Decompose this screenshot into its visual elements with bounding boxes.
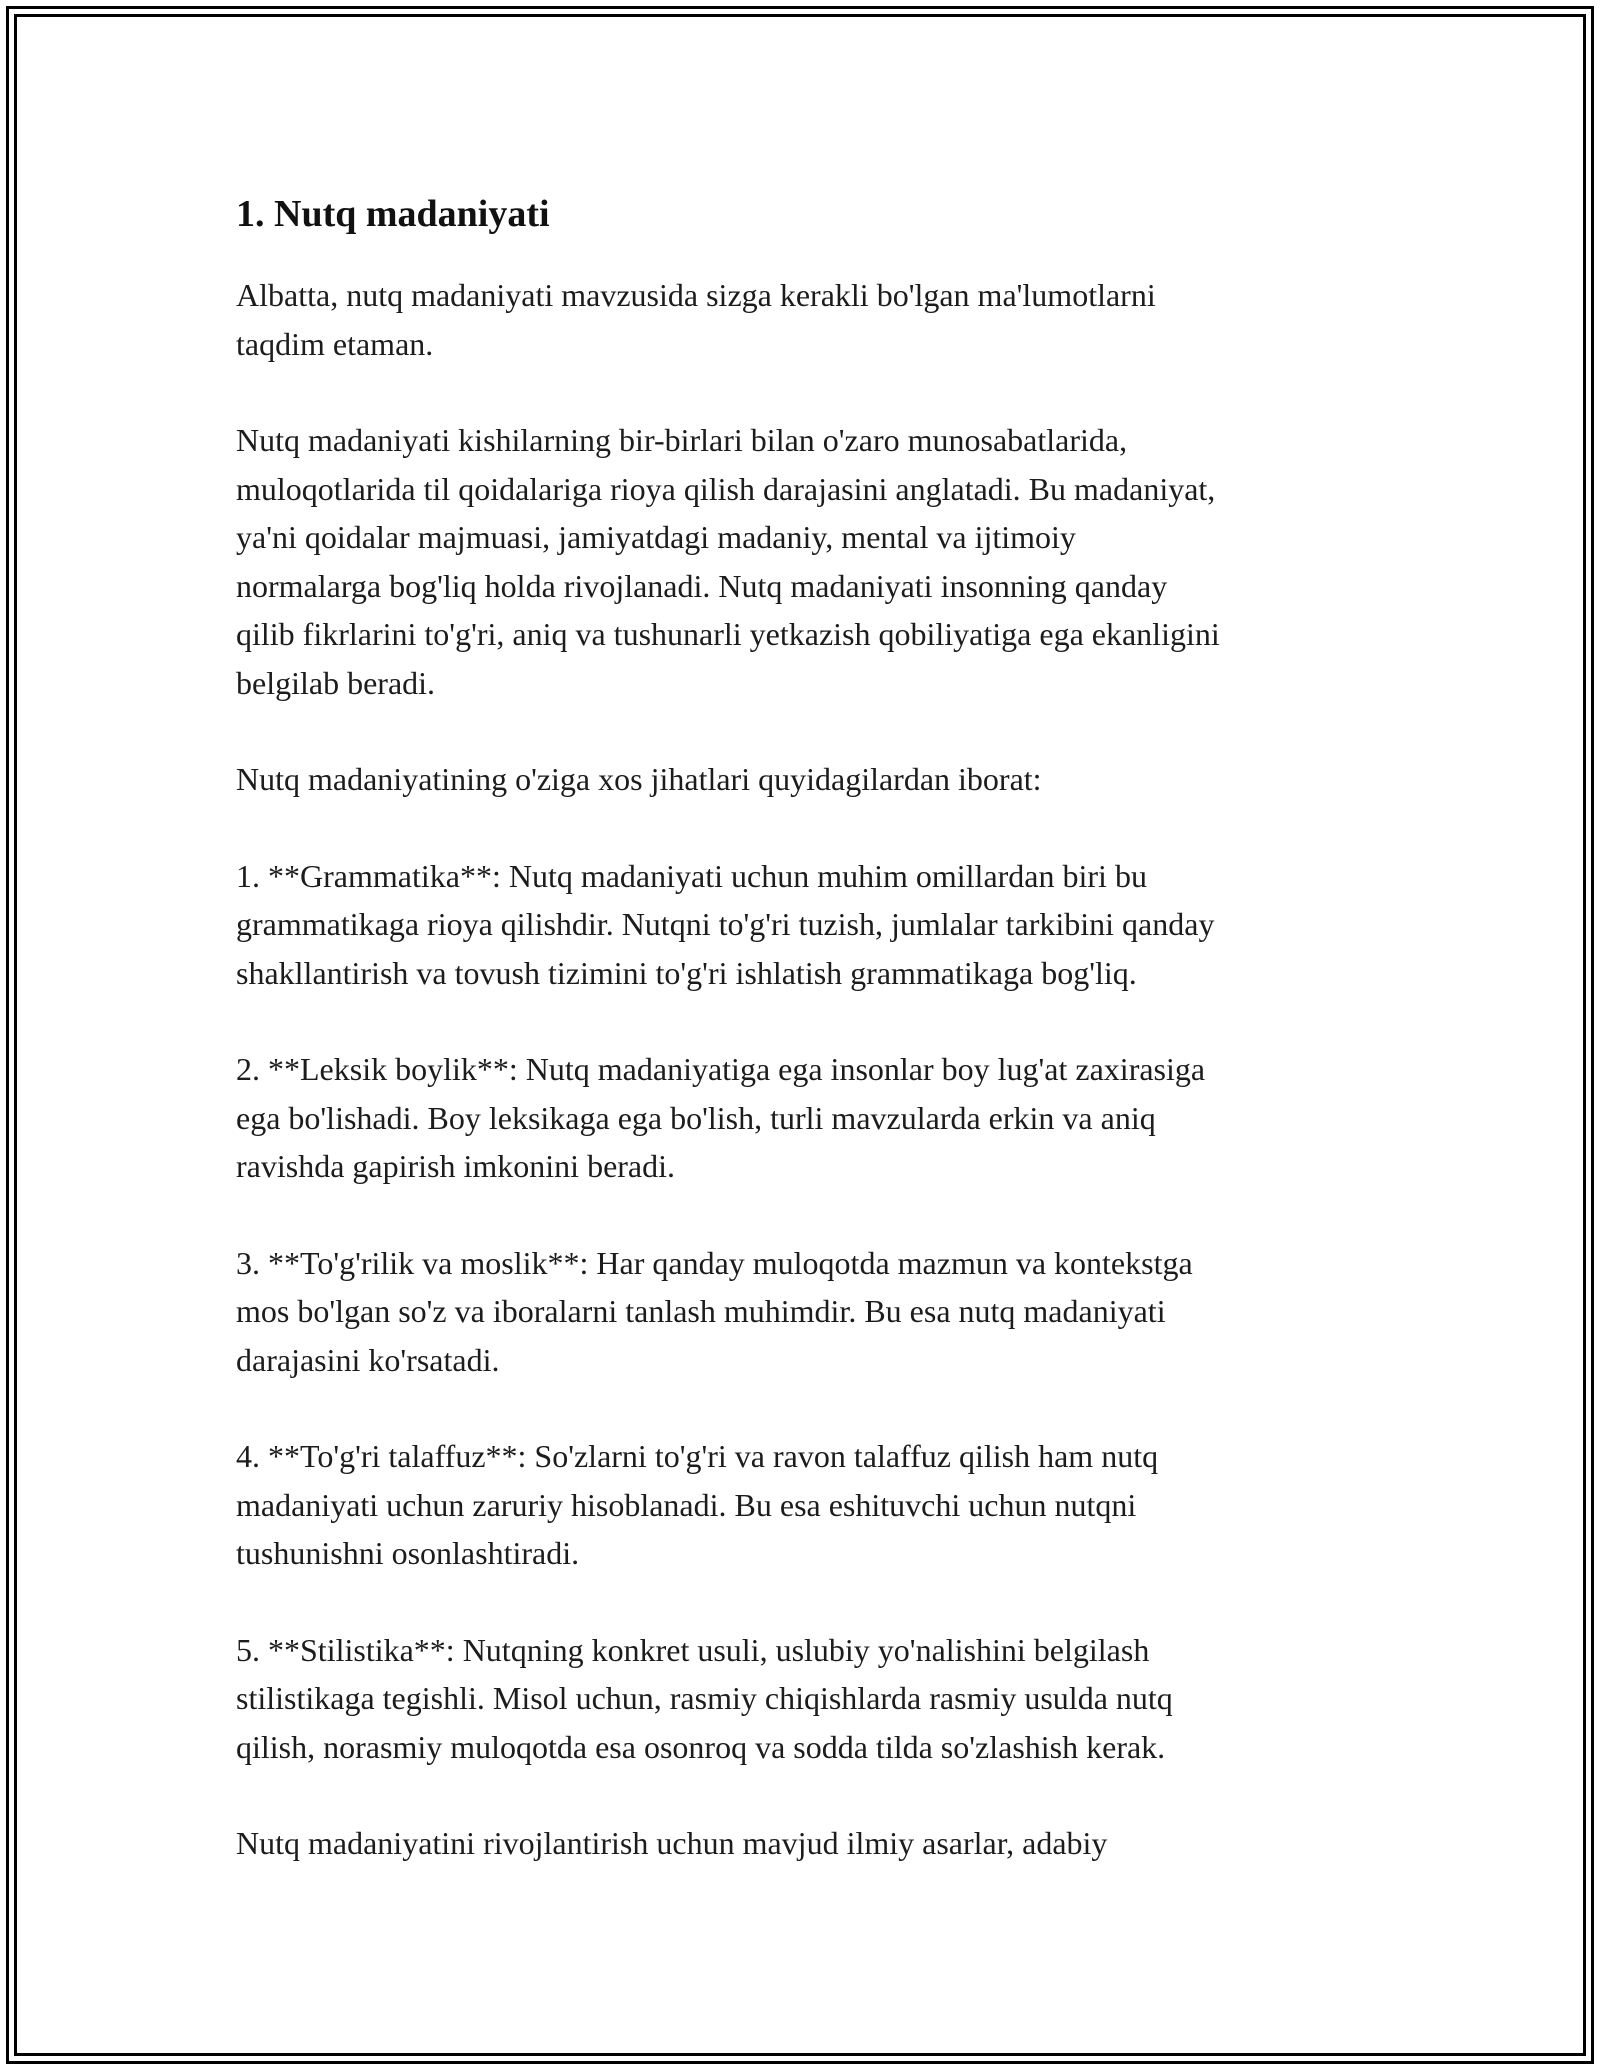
list-item-togrilik-va-moslik: 3. **To'g'rilik va moslik**: Har qanday muloqotda mazmun va kontekstga mos bo'lgan so'z va iboralarni tanlash muhimdir. Bu esa nutq madaniyati darajasini ko'rsatadi.	[236, 1244, 1193, 1378]
list-item-grammatika: 1. **Grammatika**: Nutq madaniyati uchun muhim omillardan biri bu grammatikaga rioya qilishdir. Nutqni to'g'ri tuzish, jumlalar tarkibini qanday shakllantirish va tovush tizimini to'g'ri ishlatish grammatikaga bog'liq.	[236, 857, 1215, 991]
paragraph-list-intro: Nutq madaniyatining o'ziga xos jihatlari quyidagilardan iborat:	[236, 761, 1042, 797]
list-item-stilistika: 5. **Stilistika**: Nutqning konkret usuli, uslubiy yo'nalishini belgilash stilistikaga tegishli. Misol uchun, rasmiy chiqishlarda rasmiy usulda nutq qilish, norasmiy muloqotda esa osonroq va sodda tilda so'zlashish kerak.	[236, 1631, 1173, 1765]
paragraph-closing: Nutq madaniyatini rivojlantirish uchun mavjud ilmiy asarlar, adabiy	[236, 1825, 1108, 1861]
page-title: 1. Nutq madaniyati	[236, 193, 550, 235]
paragraph-definition: Nutq madaniyati kishilarning bir-birlari bilan o'zaro munosabatlarida, muloqotlarida til qoidalariga rioya qilish darajasini anglatadi. Bu madaniyat, ya'ni qoidalar majmuasi, jamiyatdagi madaniy, mental va ijtimoiy normalarga bog'liq holda rivojlanadi. Nutq madaniyati insonning qanday qilib fikrlarini to'g'ri, aniq va tushunarli yetkazish qobiliyatiga ega ekanligini belgilab beradi.	[236, 422, 1220, 701]
list-item-togri-talaffuz: 4. **To'g'ri talaffuz**: So'zlarni to'g'ri va ravon talaffuz qilish ham nutq madaniyati uchun zaruriy hisoblanadi. Bu esa eshituvchi uchun nutqni tushunishni osonlashtiradi.	[236, 1438, 1159, 1571]
document-page	[236, 185, 1376, 1916]
paragraph-intro: Albatta, nutq madaniyati mavzusida sizga kerakli bo'lgan ma'lumotlarni taqdim etaman.	[236, 277, 1156, 362]
list-item-leksik-boylik: 2. **Leksik boylik**: Nutq madaniyatiga ega insonlar boy lug'at zaxirasiga ega bo'lishadi. Boy leksikaga ega bo'lish, turli mavzularda erkin va aniq ravishda gapirish imkonini beradi.	[236, 1051, 1206, 1184]
